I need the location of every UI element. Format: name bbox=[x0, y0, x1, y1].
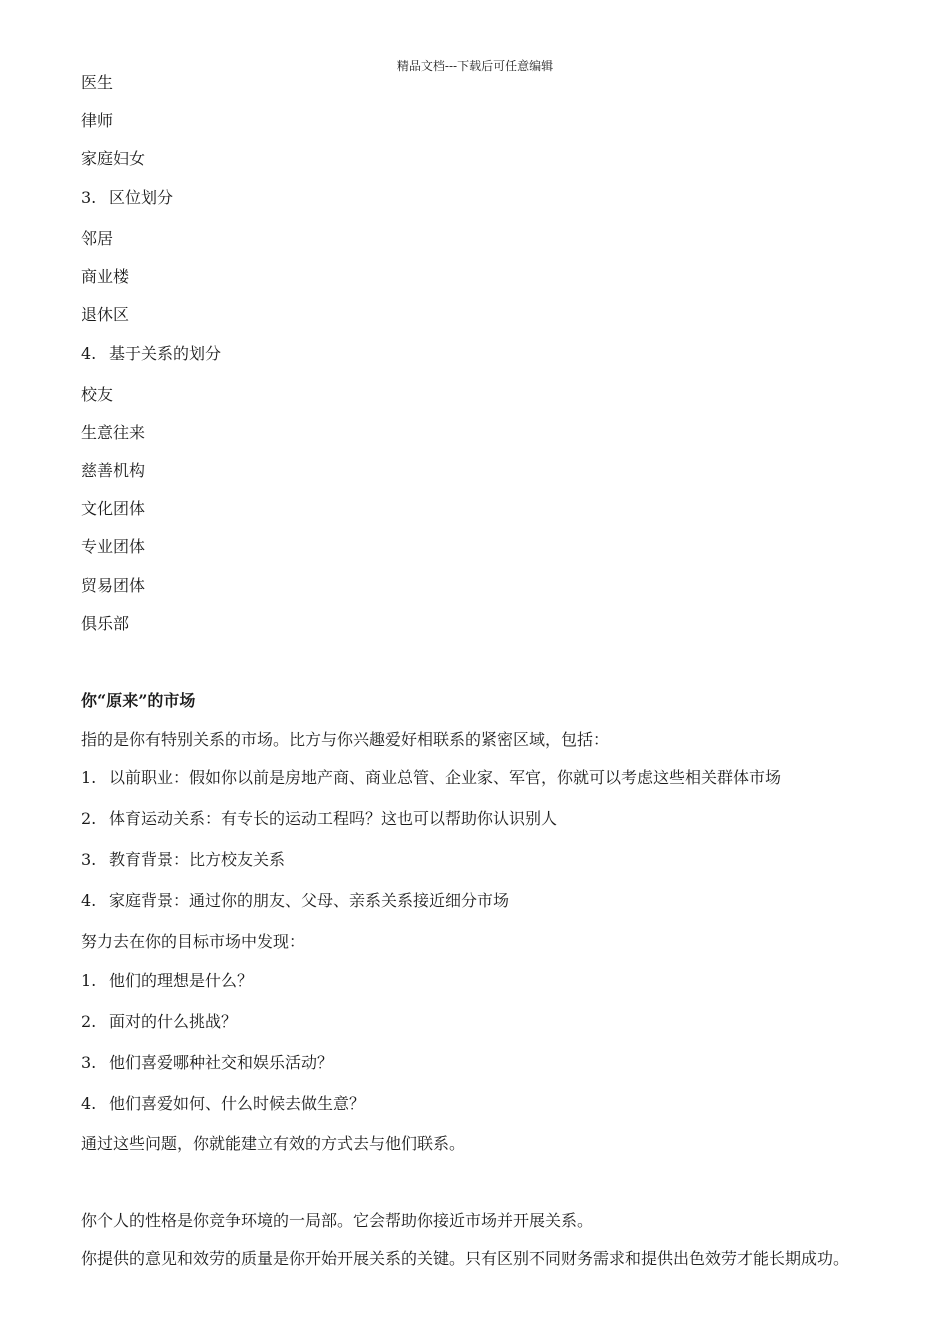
paragraph: 你个人的性格是你竞争环境的一局部。它会帮助你接近市场并开展关系。 bbox=[81, 1211, 594, 1230]
numbered-item bbox=[81, 1094, 365, 1114]
item-number: 2. bbox=[81, 809, 97, 828]
item-text: 教育背景：比方校友关系 bbox=[109, 850, 286, 869]
item-text: 家庭背景：通过你的朋友、父母、亲系关系接近细分市场 bbox=[109, 891, 510, 910]
list-item: 贸易团体 bbox=[81, 576, 146, 595]
item-number: 3. bbox=[81, 850, 97, 869]
effort-paragraph: 努力去在你的目标市场中发现： bbox=[81, 932, 306, 951]
item-number: 1. bbox=[81, 971, 97, 990]
item-text: 他们喜爱如何、什么时候去做生意？ bbox=[109, 1094, 366, 1113]
list-item: 家庭妇女 bbox=[81, 149, 146, 168]
list-item: 退休区 bbox=[81, 305, 130, 324]
section-title: 区位划分 bbox=[109, 188, 174, 207]
conclusion-paragraph: 通过这些问题，你就能建立有效的方式去与他们联系。 bbox=[81, 1134, 466, 1153]
numbered-item bbox=[81, 971, 253, 991]
list-item: 生意往来 bbox=[81, 423, 146, 442]
list-item: 校友 bbox=[81, 385, 114, 404]
list-item: 文化团体 bbox=[81, 499, 146, 518]
list-item: 律师 bbox=[81, 111, 114, 130]
item-number: 4. bbox=[81, 891, 97, 910]
item-number: 1. bbox=[81, 768, 97, 787]
item-text: 面对的什么挑战？ bbox=[109, 1012, 238, 1031]
numbered-item bbox=[81, 809, 557, 829]
section-title: 基于关系的划分 bbox=[109, 344, 222, 363]
item-number: 3. bbox=[81, 1053, 97, 1072]
list-item: 俱乐部 bbox=[81, 614, 130, 633]
item-text: 体育运动关系：有专长的运动工程吗？这也可以帮助你认识别人 bbox=[109, 809, 558, 828]
section-number: 3. bbox=[81, 188, 97, 207]
numbered-item bbox=[81, 768, 781, 788]
list-item: 专业团体 bbox=[81, 537, 146, 556]
list-item: 医生 bbox=[81, 73, 114, 92]
paragraph: 你提供的意见和效劳的质量是你开始开展关系的关键。只有区别不同财务需求和提供出色效劳才能长期成功。 bbox=[81, 1249, 850, 1268]
item-text: 以前职业：假如你以前是房地产商、商业总管、企业家、军官，你就可以考虑这些相关群体市场 bbox=[109, 768, 782, 787]
list-item: 商业楼 bbox=[81, 267, 130, 286]
item-number: 2. bbox=[81, 1012, 97, 1031]
item-text: 他们喜爱哪种社交和娱乐活动？ bbox=[109, 1053, 334, 1072]
numbered-item bbox=[81, 1012, 237, 1032]
item-text: 他们的理想是什么？ bbox=[109, 971, 254, 990]
numbered-item bbox=[81, 850, 285, 870]
section-heading-3 bbox=[81, 188, 173, 208]
list-item: 邻居 bbox=[81, 229, 114, 248]
list-item: 慈善机构 bbox=[81, 461, 146, 480]
page-header: 精品文档---下载后可任意编辑 bbox=[396, 59, 554, 73]
numbered-item bbox=[81, 1053, 333, 1073]
item-number: 4. bbox=[81, 1094, 97, 1113]
section-number: 4. bbox=[81, 344, 97, 363]
numbered-item bbox=[81, 891, 509, 911]
section-title-original-market: 你“原来”的市场 bbox=[81, 691, 196, 710]
section-heading-4 bbox=[81, 344, 221, 364]
intro-paragraph: 指的是你有特别关系的市场。比方与你兴趣爱好相联系的紧密区域，包括： bbox=[81, 730, 610, 749]
